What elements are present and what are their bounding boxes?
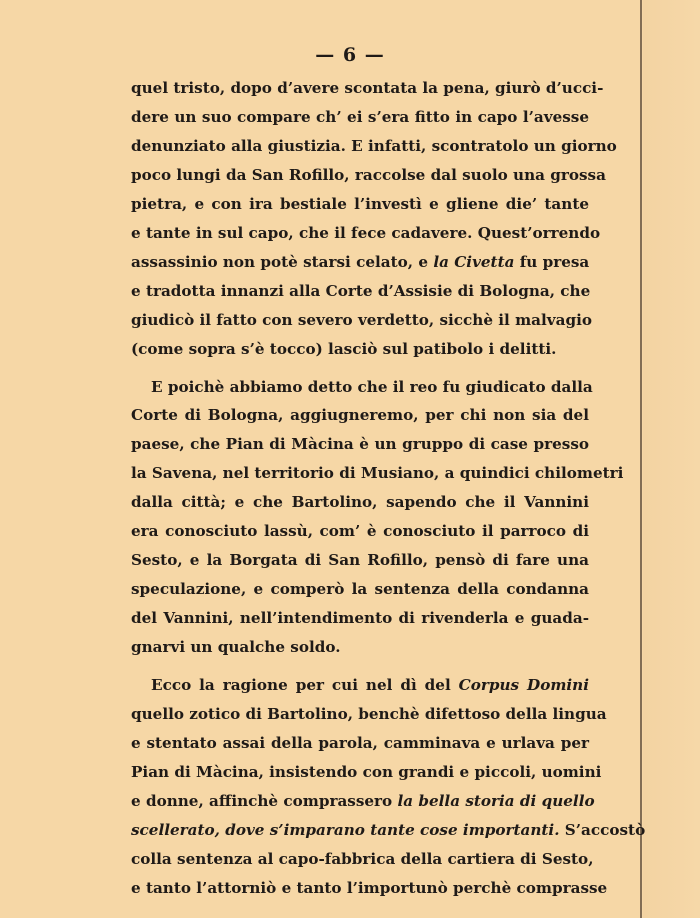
text-line: [131, 546, 589, 575]
text-line: [131, 459, 624, 488]
text-segment: poco lungi da San Rofillo, raccolse dal suolo una grossa: [131, 165, 606, 184]
text-segment: e tante in sul capo, che il fece cadavere. Quest’orrendo: [131, 223, 601, 242]
page-edge-shadow: [643, 0, 700, 918]
text-segment: gnarvi un qualche soldo.: [131, 638, 341, 657]
text-line: [131, 575, 589, 604]
text-segment: colla sentenza al capo-fabbrica della cartiera di Sesto,: [131, 849, 594, 868]
text-line: [131, 219, 601, 248]
text-segment: dere un suo compare ch’ ei s’era fitto in capo l’avesse: [131, 107, 589, 126]
italic-text: la bella storia di quello: [397, 791, 595, 810]
text-segment: e tanto l’attorniò e tanto l’importunò perchè comprasse: [131, 878, 608, 897]
text-line: [131, 74, 604, 103]
text-line: [131, 729, 589, 758]
page-number: — 6 —: [315, 44, 385, 66]
text-segment: e donne, affinchè comprassero: [131, 791, 398, 810]
text-line: [131, 816, 646, 845]
text-segment: e tradotta innanzi alla Corte d’Assisie di Bologna, che: [131, 281, 591, 300]
text-line: [131, 190, 589, 219]
text-segment: la Savena, nel territorio di Musiano, a quindici chilometri: [131, 464, 624, 483]
text-segment: denunziato alla giustizia. E infatti, scontratolo un giorno: [131, 136, 617, 155]
text-line: [131, 671, 589, 700]
body-text: [131, 74, 646, 903]
text-segment: Ecco la ragione per cui nel dì del: [151, 676, 459, 695]
text-segment: E poichè abbiamo detto che il reo fu giudicato dalla: [151, 377, 593, 396]
text-segment: assassinio non potè starsi celato, e: [131, 252, 434, 271]
text-line: [131, 373, 593, 402]
text-segment: era conosciuto lassù, com’ è conosciuto il parroco di: [131, 522, 589, 541]
text-line: [131, 517, 589, 546]
paragraph: [131, 671, 646, 903]
text-segment: quel tristo, dopo d’avere scontata la pena, giurò d’ucci-: [131, 79, 604, 97]
text-line: [131, 430, 589, 459]
italic-text: la Civetta: [433, 252, 515, 271]
page-edge-line: [640, 0, 642, 918]
text-line: [131, 700, 607, 729]
paragraph: [131, 74, 617, 364]
text-line: [131, 161, 606, 190]
text-segment: del Vannini, nell’intendimento di rivenderla e guada-: [131, 609, 589, 628]
text-line: [131, 787, 595, 816]
text-line: [131, 604, 589, 633]
text-line: [131, 132, 617, 161]
text-segment: paese, che Pian di Màcina è un gruppo di case presso: [131, 435, 589, 454]
text-segment: quello zotico di Bartolino, benchè difettoso della lingua: [131, 705, 607, 724]
text-line: [131, 335, 589, 364]
text-line: [131, 845, 594, 874]
text-line: [131, 277, 589, 306]
text-segment: (come sopra s’è tocco) lasciò sul patibolo i delitti.: [131, 339, 557, 358]
text-line: [131, 758, 602, 787]
text-line: [131, 633, 589, 662]
text-line: [131, 401, 589, 430]
italic-text: scellerato, dove s’imparano tante cose importanti.: [131, 820, 560, 839]
text-line: [131, 248, 589, 277]
text-segment: Pian di Màcina, insistendo con grandi e piccoli, uomini: [131, 762, 602, 781]
paragraph-spacer: [131, 662, 589, 671]
text-segment: giudicò il fatto con severo verdetto, sicchè il malvagio: [131, 310, 592, 329]
text-segment: fu presa: [514, 252, 590, 271]
text-segment: pietra, e con ira bestiale l’investì e gliene die’ tante: [131, 194, 589, 213]
text-line: [131, 103, 589, 132]
text-segment: e stentato assai della parola, camminava e urlava per: [131, 733, 589, 752]
text-line: [131, 306, 592, 335]
italic-text: Corpus Domini: [458, 676, 589, 695]
text-segment: S’accostò: [559, 820, 646, 839]
paragraph: [131, 373, 624, 663]
text-segment: Sesto, e la Borgata di San Rofillo, pensò di fare una: [131, 551, 589, 570]
paragraph-spacer: [131, 364, 589, 373]
text-segment: speculazione, e comperò la sentenza della condanna: [131, 580, 589, 599]
text-segment: Corte di Bologna, aggiugneremo, per chi non sia del: [131, 406, 589, 425]
text-line: [131, 488, 589, 517]
text-segment: dalla città; e che Bartolino, sapendo che il Vannini: [131, 493, 589, 512]
text-line: [131, 874, 608, 903]
